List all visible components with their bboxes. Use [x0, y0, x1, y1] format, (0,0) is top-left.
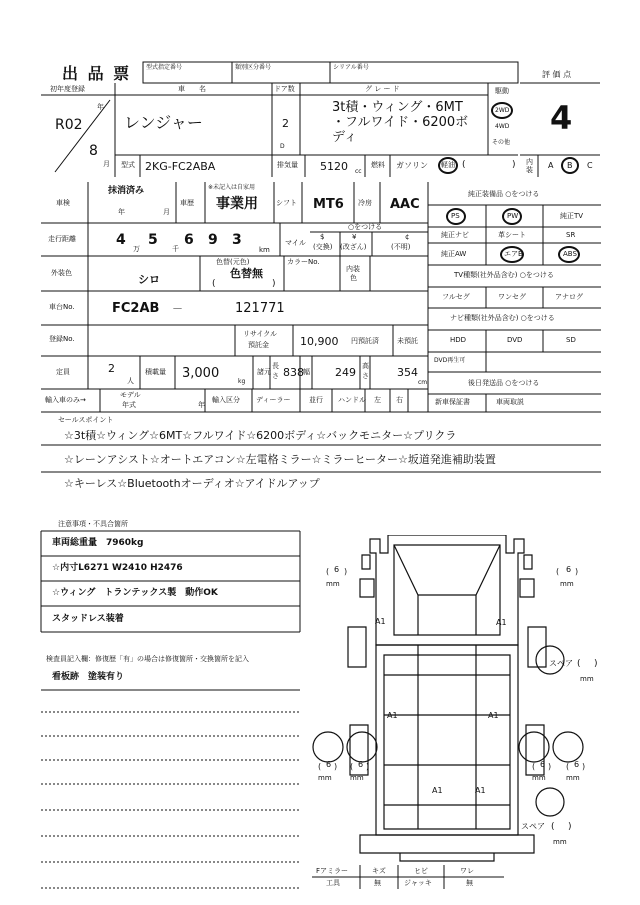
tread-r4-open: (: [566, 762, 570, 771]
ac-value: AAC: [390, 197, 420, 212]
handle-right: 右: [396, 396, 403, 404]
tread-r1: 6: [326, 760, 332, 769]
parallel-option: 並行: [309, 396, 323, 404]
usage-label: 車歴: [180, 199, 194, 207]
door-unit: D: [280, 143, 285, 150]
equip-pw-circle: [502, 208, 522, 225]
equip-sr: SR: [566, 231, 576, 239]
displacement-label: 排気量: [277, 161, 298, 169]
a1-body-right: A1: [488, 711, 499, 720]
model-label: 型式: [121, 161, 135, 169]
tread-r2-open: (: [350, 762, 354, 771]
a1-rear-left: A1: [432, 786, 443, 795]
mileage-digit-3: 6: [184, 232, 194, 248]
color-code-label: カラーNo.: [287, 258, 320, 266]
fuel-value: ガソリン: [396, 161, 428, 170]
fuel-diesel: 軽油: [441, 161, 455, 169]
notes-line-2: ☆内寸L6271 W2410 H2476: [52, 563, 183, 573]
shaken-year-unit: 年: [118, 208, 125, 216]
capacity-value: 2: [108, 362, 115, 375]
navi-hdd: HDD: [450, 336, 467, 344]
chassis-number: 121771: [235, 301, 285, 316]
drive-label: 駆動: [495, 87, 509, 95]
length-label-1: 長: [272, 362, 279, 370]
recycle-label-1: リサイクル: [243, 330, 278, 338]
spare-1-close: ): [594, 659, 598, 669]
a1-cab-left: A1: [375, 617, 386, 626]
tread-fr-open: (: [556, 567, 560, 576]
tread-fl-open: (: [326, 567, 330, 576]
mileage-label: 走行距離: [48, 235, 76, 243]
chassis-label: 車台No.: [49, 303, 75, 311]
interior-grade-a: A: [548, 161, 554, 170]
notes-line-3: ☆ウィング トランテックス製 動作OK: [52, 588, 218, 598]
meter-opt1: (交換): [313, 243, 333, 251]
score-label: 評 価 点: [542, 70, 572, 79]
tread-r3-unit: mm: [532, 774, 546, 782]
drive-4wd: 4WD: [495, 123, 510, 130]
equip-airbag: エアB: [504, 250, 523, 258]
meter-opt2: (改ざん): [340, 243, 367, 251]
a1-rear-right: A1: [475, 786, 486, 795]
spare-label-1: スペア: [549, 659, 573, 668]
legend-broken: ワレ: [460, 867, 474, 875]
car-name-label: 車 名: [178, 85, 206, 93]
navi-dvd: DVD: [507, 336, 523, 344]
meter-opt1-sym: $: [320, 233, 325, 241]
equip-ps-circle: [446, 208, 466, 225]
dealer-option: ディーラー: [256, 396, 291, 404]
tread-fr-unit: mm: [560, 580, 574, 588]
month-unit: 月: [103, 160, 110, 168]
sales-line-2: ☆レーンアシスト☆オートエアコン☆左電格ミラー☆ミラーヒーター☆坂道発進補助装置: [64, 453, 496, 466]
year-unit: 年: [97, 103, 104, 111]
model-value: 2KG-FC2ABA: [145, 160, 216, 173]
interior-color-label-1: 内装: [346, 265, 360, 273]
drive-other: その他: [492, 139, 511, 146]
height-label-2: さ: [362, 372, 369, 380]
tread-r2: 6: [358, 760, 364, 769]
grade-line-2: ・フルワイド・6200ボ: [332, 115, 469, 130]
recycle-label-2: 預託金: [248, 341, 269, 349]
fuel-label: 燃料: [371, 161, 385, 169]
model-year-unit: 年: [198, 401, 205, 409]
dims-label: 諸元: [257, 368, 271, 376]
load-value: 3,000: [182, 366, 220, 381]
tv-type-title: TV種類(社外品含む) ○をつける: [454, 271, 554, 279]
height-value: 354: [397, 366, 418, 379]
equipment-title: 純正装備品 ○をつける: [468, 190, 540, 198]
equip-leather: 革シート: [498, 231, 526, 239]
a1-cab-right: A1: [496, 618, 507, 627]
fuel-paren-close: ): [512, 160, 516, 170]
legend-f-mirror: Fアミラー: [316, 867, 349, 875]
tread-r4-unit: mm: [566, 774, 580, 782]
inspector-label: 検査員記入欄：修復歴「有」の場合は修復箇所・交換箇所を記入: [46, 655, 249, 663]
capacity-label: 定員: [56, 368, 70, 376]
tread-r2-unit: mm: [350, 774, 364, 782]
model-year-label-1: モデル: [120, 391, 141, 399]
shift-value: MT6: [313, 197, 344, 212]
equip-tv: 純正TV: [560, 212, 584, 220]
tread-r3: 6: [540, 760, 546, 769]
reg-no-label: 登録No.: [49, 335, 75, 343]
sales-line-3: ☆キーレス☆Bluetoothオーディオ☆アイドルアップ: [64, 477, 320, 490]
tread-r3-open: (: [532, 762, 536, 771]
interior-label-1: 内: [526, 158, 533, 166]
tread-fr: 6: [566, 565, 572, 574]
displacement-value: 5120: [320, 160, 348, 173]
drive-2wd: 2WD: [495, 107, 510, 114]
color-change-label: 色替(元色): [216, 258, 250, 266]
vehicle-manual: 車両取説: [496, 398, 524, 406]
score-value: 4: [550, 99, 573, 137]
color-value: シロ: [138, 273, 160, 286]
legend-jack: ジャッキ: [404, 879, 432, 887]
color-paren-open: (: [212, 279, 216, 289]
mileage-digit-5: 3: [232, 232, 242, 248]
notes-line-4: スタッドレス装着: [52, 614, 124, 624]
tread-r4: 6: [574, 760, 580, 769]
car-name: レンジャー: [124, 113, 203, 132]
sales-points-label: セールスポイント: [58, 416, 114, 424]
legend-tools: 工具: [326, 879, 340, 887]
aftermarket-title: 後日発送品 ○をつける: [468, 379, 540, 387]
form-title: 出 品 票: [62, 64, 132, 83]
mileage-digit-1: 4: [116, 232, 126, 248]
legend-jack-none: 無: [466, 879, 473, 887]
tread-r1-unit: mm: [318, 774, 332, 782]
drive-2wd-circle: [491, 102, 513, 119]
notes-label: 注意事項・不具合箇所: [58, 520, 128, 528]
type-cert-label: 型式指定番号: [146, 64, 183, 71]
inspector-line-1: 看板跡 塗装有り: [52, 672, 125, 682]
fuel-diesel-circle: [438, 157, 458, 174]
grade-line-3: ディ: [332, 130, 357, 145]
tread-r4-close: ): [582, 762, 586, 771]
serial-label: シリアル番号: [333, 64, 369, 71]
tv-analog: アナログ: [555, 293, 583, 301]
handle-left: 左: [374, 396, 381, 404]
category-label: 類別区分番号: [235, 64, 272, 71]
usage-value: 事業用: [216, 196, 258, 212]
mileage-digit-4: 9: [208, 232, 218, 248]
load-label: 積載量: [145, 368, 166, 376]
tread-fl-unit: mm: [326, 580, 340, 588]
color-paren-close: ): [272, 279, 276, 289]
man-unit: 万: [133, 245, 140, 253]
tv-one-seg: ワンセグ: [498, 293, 526, 301]
shaken-label: 車検: [56, 199, 70, 207]
person-unit: 人: [127, 377, 134, 385]
tread-r2-close: ): [366, 762, 370, 771]
width-label: 幅: [303, 368, 310, 376]
tread-fr-close: ): [575, 567, 579, 576]
sen-unit: 千: [172, 245, 179, 253]
model-year-label-2: 年式: [122, 401, 136, 409]
tread-fl-close: ): [344, 567, 348, 576]
meter-opt3: (不明): [391, 243, 411, 251]
ac-label: 冷房: [358, 199, 372, 207]
navi-sd: SD: [566, 336, 576, 344]
meter-opt2-sym: ¥: [352, 233, 357, 241]
kg-unit: kg: [238, 378, 246, 385]
equip-airbag-circle: [500, 246, 524, 263]
chassis-dash: －: [172, 302, 183, 315]
height-label-1: 高: [362, 362, 369, 370]
sales-line-1: ☆3t積☆ウィング☆6MT☆フルワイド☆6200ボディ☆バックモニター☆プリクラ: [64, 429, 457, 442]
cc-unit: cc: [355, 168, 362, 175]
recycle-status: 円預託済: [351, 337, 379, 345]
recycle-status-2: 未預託: [397, 337, 418, 345]
tread-fl: 6: [334, 565, 340, 574]
a1-body-left: A1: [387, 711, 398, 720]
shaken-value: 抹消済み: [108, 186, 145, 196]
warranty-book: 新車保証書: [435, 398, 470, 406]
interior-grade-b-circle: [561, 157, 579, 174]
handle-label: ハンドル: [338, 396, 366, 404]
import-cat-label: 輸入区分: [212, 396, 240, 404]
notes-line-1: 車両総重量 7960kg: [52, 538, 144, 548]
first-reg-label: 初年度登録: [50, 85, 85, 93]
interior-grade-c: C: [587, 161, 593, 170]
recycle-value: 10,900: [300, 335, 339, 348]
grade-label: グ レ ー ド: [365, 85, 400, 93]
width-value: 249: [335, 366, 356, 379]
spare-2-open: (: [551, 822, 555, 832]
tread-r3-close: ): [548, 762, 552, 771]
interior-grade-b: B: [567, 161, 573, 170]
equip-abs: ABS: [563, 250, 577, 258]
doors-label: ドア数: [274, 85, 295, 93]
length-label-2: さ: [272, 372, 279, 380]
equip-pw: PW: [507, 212, 519, 220]
meter-opt3-sym: ¢: [405, 233, 410, 241]
dvd-play: DVD再生可: [434, 357, 466, 364]
equip-navi: 純正ナビ: [441, 231, 469, 239]
equip-ps: PS: [451, 212, 460, 220]
spare-2-close: ): [568, 822, 572, 832]
legend-crack: ヒビ: [414, 867, 428, 875]
length-value: 838: [283, 366, 304, 379]
tread-r1-close: ): [334, 762, 338, 771]
usage-note: ※未記入は自家用: [208, 184, 256, 191]
mile-label: マイル: [285, 239, 306, 247]
tv-full-seg: フルセグ: [442, 293, 470, 301]
tread-r1-open: (: [318, 762, 322, 771]
shaken-month-unit: 月: [163, 208, 170, 216]
grade-line-1: 3t積・ウィング・6MT: [332, 100, 463, 115]
reg-month: 8: [89, 143, 98, 159]
legend-scratch: キズ: [372, 867, 386, 875]
interior-label-2: 装: [526, 166, 533, 174]
cm-unit: cm: [418, 379, 428, 386]
km-unit: km: [259, 246, 270, 254]
legend-tools-none: 無: [374, 879, 381, 887]
reg-year: R02: [55, 117, 83, 133]
interior-color-label-2: 色: [350, 274, 357, 282]
equip-abs-circle: [558, 246, 580, 263]
fuel-paren-open: (: [462, 160, 466, 170]
mileage-digit-2: 5: [148, 232, 158, 248]
truck-damage-diagram: [300, 535, 600, 865]
import-label: 輸入車のみ→: [45, 396, 86, 404]
chassis-model: FC2AB: [112, 301, 160, 316]
meter-note: ○をつける: [348, 223, 383, 231]
color-label: 外装色: [51, 269, 72, 277]
spare-2-unit: mm: [553, 838, 567, 846]
spare-1-open: (: [577, 659, 581, 669]
equip-aw: 純正AW: [441, 250, 467, 258]
shift-label: シフト: [276, 199, 297, 207]
color-change-value: 色替無: [230, 267, 263, 280]
doors-value: 2: [282, 117, 289, 130]
spare-1-unit: mm: [580, 675, 594, 683]
spare-label-2: スペア: [521, 822, 545, 831]
navi-type-title: ナビ種類(社外品含む) ○をつける: [450, 314, 555, 322]
